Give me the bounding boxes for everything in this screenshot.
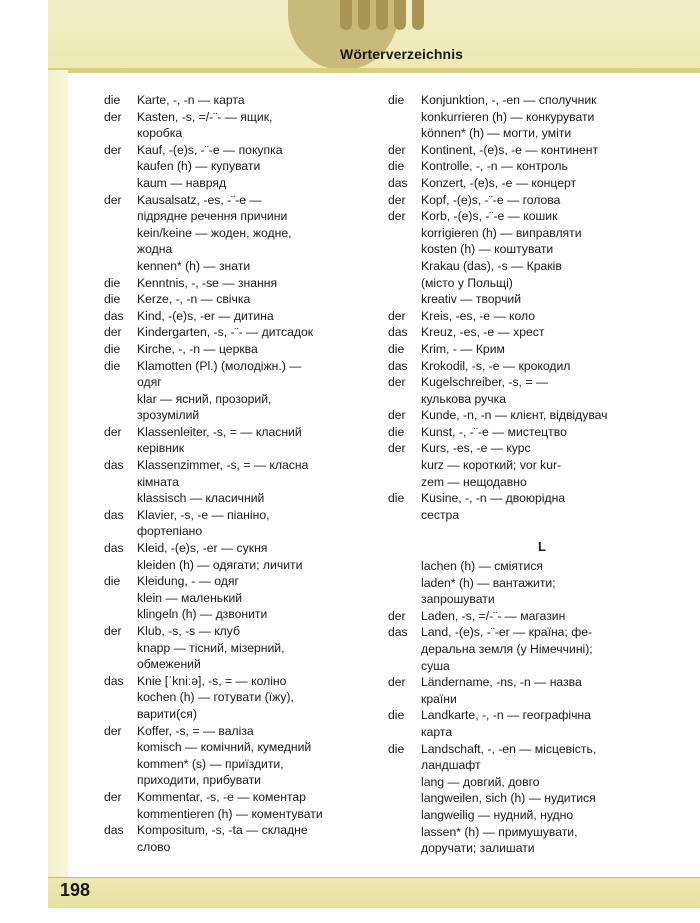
dictionary-entry-line [388,407,663,424]
entry-article: der [388,408,406,423]
entry-text: керівник [137,441,185,456]
entry-text: обмежений [137,657,201,672]
dictionary-entry-line [388,308,663,325]
dictionary-entry-line [388,624,663,641]
dictionary-entry-line [104,623,366,640]
entry-article [388,807,421,824]
entry-article: die [388,159,405,174]
entry-text: Konzert, -(e)s, -e — концерт [421,175,577,190]
entry-article [104,739,137,756]
entry-article [104,391,137,408]
entry-text: Kusine, -, -n — двоюрідна [421,491,566,506]
entry-article [104,241,137,258]
entry-text: klassisch — класичний [137,491,265,506]
dictionary-entry-line [104,490,366,507]
page-number: 198 [60,880,91,900]
entry-text: können* (h) — могти, уміти [421,126,572,141]
entry-article [388,291,421,308]
entry-text: Kauf, -(e)s, -¨-e — покупка [137,142,283,157]
dictionary-entry-line [388,608,663,625]
entry-text: карта [421,724,453,739]
entry-article: der [388,209,406,224]
entry-article: das [388,325,408,340]
entry-article [388,474,421,491]
entry-article [104,839,137,856]
entry-text: lachen (h) — сміятися [421,559,544,574]
dictionary-entry-line [104,374,366,391]
footer-band [48,878,700,908]
dictionary-entry-line [388,790,663,807]
dictionary-entry-line [104,241,366,258]
dictionary-entry-line [104,125,366,142]
k-entries [388,92,663,523]
dictionary-entry-line [104,275,366,292]
letter-heading: L [538,539,546,555]
entry-text: klingeln (h) — дзвонити [137,607,268,622]
dictionary-entry-line [388,92,663,109]
dictionary-entry-line [388,490,663,507]
entry-article [104,208,137,225]
entry-text: деральна земля (у Німеччині); [421,642,593,656]
dictionary-entry-line [388,324,663,341]
entry-text: klar — ясний, прозорий, [137,391,272,406]
dictionary-entry-line [104,507,366,524]
entry-article: das [104,308,124,323]
entry-text: Krakau (das), -s — Краків [421,258,562,273]
dictionary-entry-line [388,507,663,524]
entry-article [104,706,137,723]
entry-article: der [388,441,406,456]
entry-text: запрошувати [421,592,495,607]
entry-text: сестра [421,507,460,522]
entry-text: жодна [137,242,173,257]
dictionary-entry-line [104,822,366,839]
entry-text: kennen* (h) — знати [137,258,251,273]
entry-text: kein/keine — жоден, жодне, [137,225,292,240]
entry-text: Krokodil, -s, -e — крокодил [421,358,571,373]
entry-article: die [104,341,121,356]
entry-article [388,824,421,841]
entry-article [104,640,137,657]
dictionary-entry-line [104,557,366,574]
entry-text: Konjunktion, -, -en — сполучник [421,93,597,107]
entry-article [388,691,421,708]
entry-article: der [388,608,406,623]
entry-text: lang — довгий, довго [421,774,540,789]
left-column [104,92,366,855]
entry-article [104,225,137,242]
entry-article: die [104,292,121,307]
entry-text: варити(ся) [137,706,197,721]
dictionary-entry-line [388,225,663,242]
dictionary-entry-line [104,772,366,789]
dictionary-entry-line [388,258,663,275]
entry-article [104,440,137,457]
dictionary-entry-line [388,424,663,441]
entry-article [388,658,421,675]
entry-text: lassen* (h) — примушувати, [421,824,578,839]
entry-text: kosten (h) — коштувати [421,242,554,257]
dictionary-entry-line [388,575,663,592]
entry-article: die [388,741,405,756]
entry-text: Klassenleiter, -s, = — класний [137,424,302,439]
dictionary-entry-line [104,689,366,706]
entry-text: Kasten, -s, =/-¨- — ящик, [137,109,273,124]
entry-text: Kerze, -, -n — свічка [137,292,251,307]
entry-article: das [104,673,124,688]
dictionary-entry-line [388,158,663,175]
entry-article [388,241,421,258]
dictionary-entry-line [104,656,366,673]
entry-text: Kurs, -es, -e — курс [421,441,531,456]
entry-text: laden* (h) — вантажити; [421,575,556,590]
entry-article [104,656,137,673]
section-spacer [388,523,663,539]
entry-text: Kind, -(e)s, -er — дитина [137,308,274,323]
dictionary-entry-line [104,673,366,690]
entry-article [104,125,137,142]
entry-article [104,523,137,540]
entry-text: доручати; залишати [421,841,535,856]
dictionary-entry-line [388,707,663,724]
entry-article [388,558,421,575]
dictionary-entry-line [104,142,366,159]
entry-article [388,641,421,658]
dictionary-entry-line [104,706,366,723]
dictionary-entry-line [104,358,366,375]
header-rule [48,68,700,73]
entry-article: die [388,93,405,107]
entry-article: das [104,541,124,556]
dictionary-entry-line [388,674,663,691]
entry-article: die [388,424,405,439]
entry-text: Ländername, -ns, -n — назва [421,675,582,690]
entry-article [388,275,421,292]
dictionary-entry-line [104,723,366,740]
entry-article: der [388,675,406,690]
dictionary-entry-line [388,374,663,391]
entry-text: кімната [137,474,179,489]
entry-article: der [388,142,406,157]
dictionary-entry-line [388,591,663,608]
entry-article [104,474,137,491]
entry-article: der [388,308,406,323]
dictionary-entry-line [104,158,366,175]
entry-article [388,258,421,275]
entry-article: die [388,341,405,356]
dictionary-entry-line [104,440,366,457]
entry-text: фортепіано [137,524,203,539]
entry-text: langweilen, sich (h) — нудитися [421,791,596,806]
dictionary-entry-line [104,540,366,557]
dictionary-entry-line [388,457,663,474]
entry-text: Kreis, -es, -e — коло [421,308,536,323]
entry-text: kochen (h) — готувати (їжу), [137,690,294,705]
entry-article: der [388,192,406,207]
dictionary-entry-line [104,291,366,308]
entry-article [388,591,421,608]
dictionary-entry-line [104,175,366,192]
entry-text: Krim, - — Крим [421,341,505,356]
entry-text: kurz — короткий; vor kur- [421,458,562,473]
section-title: Wörterverzeichnis [340,46,464,62]
entry-article [104,756,137,773]
entry-text: kommentieren (h) — коментувати [137,806,323,821]
entry-article: der [104,325,122,340]
entry-text: приходити, прибувати [137,773,261,788]
entry-article: die [104,93,121,107]
entry-article: der [104,424,122,439]
entry-text: Kopf, -(e)s, -¨-e — голова [421,192,561,207]
entry-text: Kleid, -(e)s, -er — сукня [137,541,268,556]
entry-text: Kindergarten, -s, -¨- — дитсадок [137,325,314,340]
dictionary-entry-line [104,192,366,209]
dictionary-entry-line [104,573,366,590]
entry-text: korrigieren (h) — виправляти [421,225,582,240]
entry-article [388,109,421,126]
dictionary-entry-line [388,741,663,758]
dictionary-entry-line [388,774,663,791]
entry-text: kaum — навряд [137,175,227,190]
dictionary-entry-line [104,474,366,491]
dictionary-entry-line [388,658,663,675]
entry-article: die [388,491,405,506]
entry-text: Klub, -s, -s — клуб [137,624,240,638]
dictionary-entry-line [388,341,663,358]
dictionary-entry-line [388,691,663,708]
entry-article [104,590,137,607]
entry-article [104,606,137,623]
entry-text: кулькова ручка [421,391,506,406]
entry-article [104,258,137,275]
entry-text: слово [137,839,171,854]
entry-text: kleiden (h) — одягати; личити [137,557,303,572]
entry-text: Kunde, -n, -n — клієнт, відвідувач [421,408,608,423]
dictionary-entry-line [104,424,366,441]
entry-article [104,407,137,424]
entry-article [104,806,137,823]
entry-article [104,490,137,507]
entry-text: Kirche, -, -n — церква [137,341,258,356]
entry-article: der [104,109,122,124]
entry-text: Land, -(e)s, -¨-er — країна; фе- [421,625,593,640]
entry-article: die [388,708,405,723]
entry-text: Kompositum, -s, -ta — складне [137,823,308,838]
entry-text: зрозумілий [137,408,200,423]
dictionary-entry-line [388,142,663,159]
entry-text: коробка [137,126,183,141]
entry-article: die [104,574,121,589]
entry-text: Landkarte, -, -n — географічна [421,708,591,723]
entry-text: Kleidung, - — одяг [137,574,239,589]
dictionary-entry-line [104,756,366,773]
entry-article [104,772,137,789]
dictionary-entry-line [104,341,366,358]
dictionary-entry-line [104,225,366,242]
dictionary-entry-line [388,724,663,741]
entry-text: ландшафт [421,758,481,773]
entry-article: die [104,275,121,290]
entry-article [388,840,421,857]
dictionary-entry-line [388,358,663,375]
dictionary-entry-line [104,606,366,623]
entry-text: konkurrieren (h) — конкурувати [421,109,595,124]
entry-text: Kausalsatz, -es, -¨-e — [137,192,262,207]
entry-article: das [388,175,408,190]
header-tab-bars [340,0,424,30]
dictionary-entry-line [388,208,663,225]
dictionary-entry-line [104,208,366,225]
entry-text: komisch — комічний, кумедний [137,740,312,755]
dictionary-entry-line [104,391,366,408]
dictionary-entry-line [388,807,663,824]
dictionary-entry-line [388,125,663,142]
entry-article: das [104,458,124,473]
dictionary-entry-line [388,757,663,774]
dictionary-entry-line [104,457,366,474]
entry-text: Karte, -, -n — карта [137,93,245,107]
entry-article [388,507,421,524]
entry-text: (місто у Польщі) [421,275,513,290]
dictionary-entry-line [388,641,663,658]
dictionary-entry-line [104,806,366,823]
entry-article [388,225,421,242]
entry-article [388,774,421,791]
dictionary-entry-line [104,839,366,856]
entry-text: Kontrolle, -, -n — контроль [421,159,568,174]
entry-text: Kommentar, -s, -e — коментар [137,789,306,804]
l-entries [388,558,663,857]
dictionary-entry-line [104,590,366,607]
dictionary-entry-line [104,739,366,756]
entry-text: одяг [137,375,162,390]
entry-article: das [104,507,124,522]
dictionary-entry-line [104,523,366,540]
entry-text: країни [421,691,457,706]
entry-text: klein — маленький [137,590,243,605]
dictionary-entry-line [388,391,663,408]
entry-text: Laden, -s, =/-¨- — магазин [421,608,566,623]
entry-text: Kenntnis, -, -se — знання [137,275,278,290]
entry-article: das [388,625,408,640]
entry-article [104,158,137,175]
entry-article [104,175,137,192]
entry-text: Klamotten (Pl.) (молодіжн.) — [137,358,302,373]
dictionary-entry-line [388,175,663,192]
entry-article [104,689,137,706]
dictionary-entry-line [388,109,663,126]
dictionary-entry-line [388,192,663,209]
entry-article: der [104,723,122,738]
entry-article: der [104,624,122,638]
entry-text: Kunst, -, -¨-e — мистецтво [421,424,567,439]
entry-text: knapp — тісний, мізерний, [137,640,285,655]
dictionary-entry-line [104,258,366,275]
entry-text: Kugelschreiber, -s, = — [421,375,549,390]
dictionary-entry-line [104,789,366,806]
entry-text: Korb, -(e)s, -¨-e — кошик [421,209,558,224]
dictionary-entry-line [104,407,366,424]
entry-text: підрядне речення причини [137,209,288,224]
entry-text: Klassenzimmer, -s, = — класна [137,458,309,473]
entry-article [104,374,137,391]
entry-article: das [104,823,124,838]
entry-article: der [104,142,122,157]
entry-article: der [104,789,122,804]
entry-article [104,557,137,574]
dictionary-entry-line [388,291,663,308]
entry-article [388,125,421,142]
dictionary-entry-line [104,324,366,341]
entry-article [388,790,421,807]
entry-article: das [388,358,408,373]
dictionary-entry-line [388,558,663,575]
entry-text: Landschaft, -, -en — місцевість, [421,741,597,756]
entry-text: kaufen (h) — купувати [137,159,261,174]
entry-article [388,391,421,408]
right-column [388,92,663,857]
entry-text: Klavier, -s, -e — піаніно, [137,507,270,522]
dictionary-entry-line [104,109,366,126]
entry-article [388,724,421,741]
entry-text: kreativ — творчий [421,292,522,307]
entry-article [388,757,421,774]
entry-text: Kontinent, -(e)s, -e — континент [421,142,599,157]
dictionary-entry-line [388,824,663,841]
entry-text: суша [421,658,450,673]
dictionary-entry-line [388,440,663,457]
entry-article [388,457,421,474]
entry-text: Koffer, -s, = — валіза [137,723,254,738]
dictionary-entry-line [104,640,366,657]
entry-article [388,575,421,592]
dictionary-entry-line [388,241,663,258]
dictionary-entry-line [104,308,366,325]
entry-article: die [104,358,121,373]
dictionary-entry-line [104,92,366,109]
entry-text: Knie [ˈkniːə], -s, = — коліно [137,673,287,688]
left-margin-band [48,70,68,883]
dictionary-entry-line [388,275,663,292]
entry-text: Kreuz, -es, -e — хрест [421,325,545,340]
entry-article: der [104,192,122,207]
entry-article: der [388,375,406,390]
dictionary-entry-line [388,840,663,857]
entry-text: langweilig — нудний, нудно [421,807,574,822]
entry-text: zem — нещодавно [421,474,527,489]
entry-text: kommen* (s) — приїздити, [137,756,284,771]
dictionary-entry-line [388,474,663,491]
